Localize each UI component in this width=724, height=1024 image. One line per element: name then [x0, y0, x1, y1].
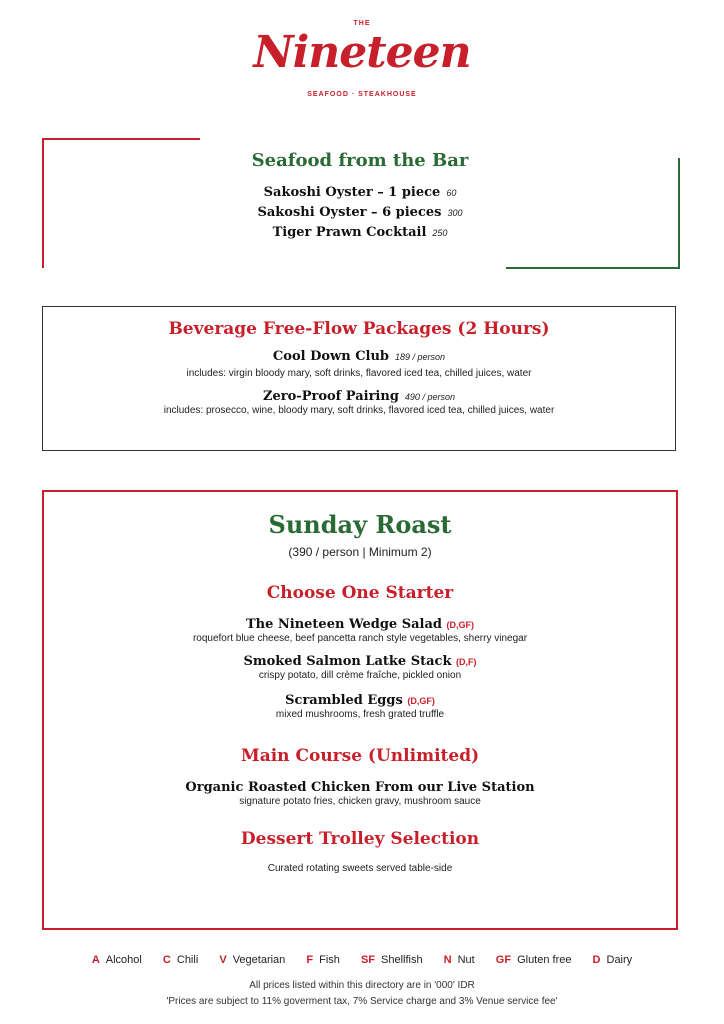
starter-item — [44, 654, 676, 669]
starter-name: Smoked Salmon Latke Stack — [243, 654, 452, 669]
beverage-title: Beverage Free-Flow Packages (2 Hours) — [168, 319, 550, 339]
dessert-title: Dessert Trolley Selection — [240, 829, 480, 849]
legend-label: Vegetarian — [232, 954, 286, 966]
starter-description: crispy potato, dill crème fraîche, pickled onion — [258, 670, 462, 681]
bar-section — [40, 150, 680, 240]
legend-code: V — [219, 954, 227, 966]
allergen-tags: (D,F) — [456, 657, 477, 667]
legend-item — [163, 954, 198, 966]
legend-code: D — [592, 954, 601, 966]
allergen-legend — [0, 954, 724, 966]
starter-description: mixed mushrooms, fresh grated truffle — [275, 709, 445, 720]
legend-label: Gluten free — [517, 954, 572, 966]
package-price: 189 / person — [395, 352, 446, 362]
main-course-name: Organic Roasted Chicken From our Live Station — [185, 780, 535, 795]
menu-item — [40, 225, 680, 240]
legend-code: SF — [360, 954, 375, 966]
roast-title: Sunday Roast — [268, 510, 452, 539]
dessert-description: Curated rotating sweets served table-side — [267, 863, 453, 874]
starter-name: Scrambled Eggs — [285, 693, 403, 708]
legend-code: GF — [495, 954, 512, 966]
logo-subtitle: SEAFOOD · STEAKHOUSE — [307, 91, 417, 98]
legend-label: Chili — [176, 954, 199, 966]
sunday-roast-section — [42, 490, 678, 930]
item-price: 250 — [432, 228, 448, 238]
legend-item — [219, 954, 285, 966]
legend-code: A — [91, 954, 100, 966]
starter-title: Choose One Starter — [266, 583, 454, 603]
menu-item — [40, 205, 680, 220]
item-price: 60 — [446, 188, 457, 198]
legend-item — [306, 954, 340, 966]
menu-item — [40, 185, 680, 200]
package-name: Cool Down Club — [272, 349, 390, 364]
allergen-tags: (D,GF) — [407, 696, 435, 706]
legend-item — [593, 954, 633, 966]
legend-label: Alcohol — [105, 954, 142, 966]
starter-name: The Nineteen Wedge Salad — [245, 617, 442, 632]
divider-green-bottom — [506, 267, 680, 269]
legend-label: Dairy — [606, 954, 633, 966]
item-price: 300 — [447, 208, 463, 218]
main-course-title: Main Course (Unlimited) — [240, 746, 480, 766]
roast-subtitle: (390 / person | Minimum 2) — [288, 545, 432, 559]
logo-name: Nineteen — [253, 27, 471, 78]
legend-code: F — [306, 954, 314, 966]
package-name: Zero-Proof Pairing — [263, 389, 399, 404]
legend-item — [92, 954, 142, 966]
item-name: Tiger Prawn Cocktail — [272, 225, 427, 240]
item-name: Sakoshi Oyster – 1 piece — [263, 185, 441, 200]
bar-title: Seafood from the Bar — [251, 150, 469, 171]
logo-the: THE — [353, 20, 371, 27]
logo — [0, 20, 724, 98]
starter-description: roquefort blue cheese, beef pancetta ranch style vegetables, sherry vinegar — [192, 633, 528, 644]
item-name: Sakoshi Oyster – 6 pieces — [257, 205, 442, 220]
divider-red-top — [42, 138, 200, 140]
footer-tax-note: 'Prices are subject to 11% goverment tax, 7% Service charge and 3% Venue service fee' — [166, 996, 558, 1007]
legend-item — [361, 954, 423, 966]
beverage-section — [42, 306, 676, 451]
legend-label: Fish — [319, 954, 340, 966]
legend-label: Nut — [457, 954, 475, 966]
starter-item — [44, 693, 676, 708]
allergen-tags: (D,GF) — [446, 620, 475, 630]
package-description: includes: prosecco, wine, bloody mary, soft drinks, flavored iced tea, chilled juices, water — [163, 405, 555, 416]
legend-code: C — [162, 954, 171, 966]
package-item — [43, 389, 675, 404]
legend-code: N — [443, 954, 452, 966]
legend-item — [444, 954, 475, 966]
legend-item — [496, 954, 572, 966]
package-description: includes: virgin bloody mary, soft drinks, flavored iced tea, chilled juices, water — [186, 368, 532, 379]
starter-item — [44, 617, 676, 632]
package-price: 490 / person — [404, 392, 455, 402]
package-item — [43, 349, 675, 364]
footer-currency-note: All prices listed within this directory are in '000' IDR — [249, 980, 475, 991]
main-course-description: signature potato fries, chicken gravy, mushroom sauce — [239, 796, 481, 807]
legend-label: Shellfish — [381, 954, 423, 966]
